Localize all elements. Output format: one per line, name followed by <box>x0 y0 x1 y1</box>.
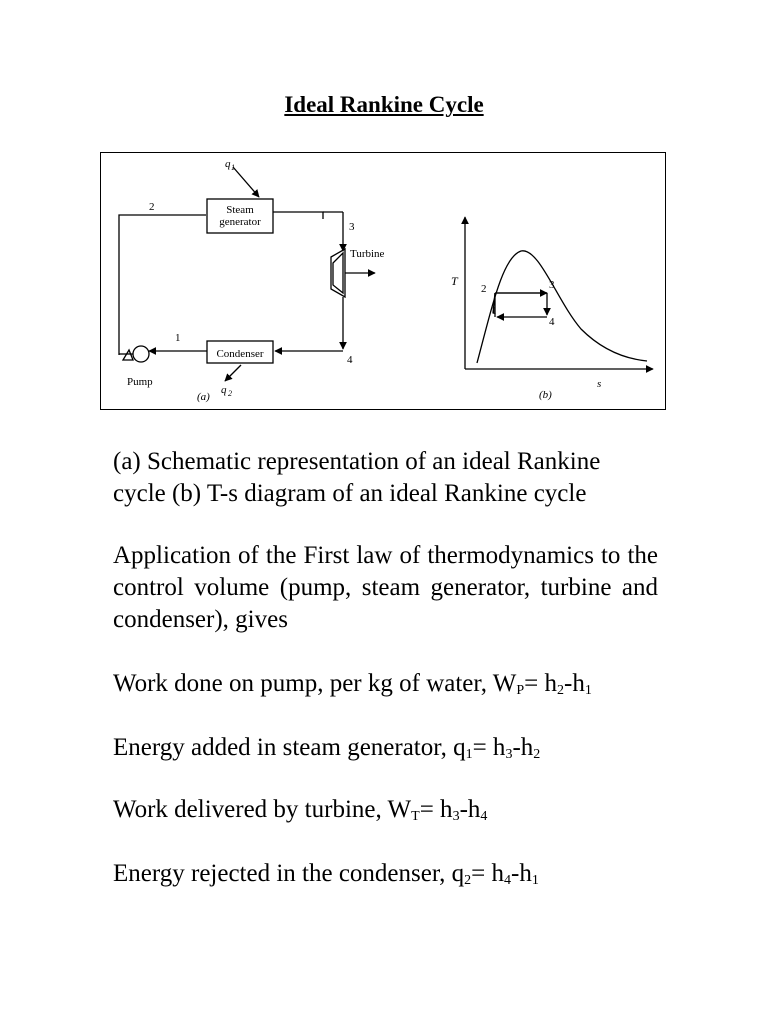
equation-condenser-sub1: 2 <box>464 873 472 888</box>
state-2-label: 2 <box>149 201 155 213</box>
equation-turbine-text: Work delivered by turbine, W <box>113 796 412 823</box>
equation-steam-generator-dash: -h <box>512 734 534 761</box>
steam-generator-label-2: generator <box>219 216 261 228</box>
caption-b: (b) <box>539 389 552 401</box>
equation-condenser-sub2: 4 <box>504 873 512 888</box>
equation-pump-sub1: P <box>516 683 525 698</box>
condenser-label: Condenser <box>216 348 264 360</box>
pipe-steam-generator-to-turbine <box>273 212 323 219</box>
pump-base <box>123 350 133 360</box>
pump-circle <box>133 346 149 362</box>
state-3-label: 3 <box>349 221 355 233</box>
turbine-label: Turbine <box>350 248 385 260</box>
steam-generator-label-1: Steam <box>226 204 254 216</box>
equation-pump-dash: -h <box>564 670 585 697</box>
equation-condenser-eq: = h <box>471 860 505 887</box>
equation-condenser-dash: -h <box>511 860 532 887</box>
q1-label: q <box>225 158 231 170</box>
ts-diagram-b <box>465 217 653 369</box>
page-title: Ideal Rankine Cycle <box>284 92 484 117</box>
q2-label-sub: 2 <box>228 389 232 398</box>
equation-steam-generator-eq: = h <box>472 734 506 761</box>
figure-caption-paragraph: (a) Schematic representation of an ideal Rankine cycle (b) T-s diagram of an ideal Rankine cycle <box>113 448 601 507</box>
equation-steam-generator-sub2: 3 <box>505 747 513 762</box>
first-law-paragraph: Application of the First law of thermodynamics to the control volume (pump, steam generator, turbine and condenser), gives <box>113 542 658 633</box>
saturation-dome <box>477 251 647 363</box>
ts-state-3: 3 <box>549 279 555 291</box>
t-axis-label: T <box>451 274 458 288</box>
equation-steam-generator-text: Energy added in steam generator, q <box>113 734 466 761</box>
pipe-pump-to-steam-generator <box>119 215 206 355</box>
state-1-label: 1 <box>175 332 181 344</box>
q2-heat-arrow <box>225 365 241 381</box>
equation-pump-eq: = h <box>524 670 558 697</box>
ts-state-1: 1 <box>491 305 497 317</box>
s-axis-label: s <box>597 378 602 390</box>
q1-label-sub: 1 <box>231 163 235 172</box>
equation-turbine-sub3: 4 <box>480 809 488 824</box>
turbine-left-edge <box>333 253 343 293</box>
equation-turbine-dash: -h <box>459 796 481 823</box>
state-4-label: 4 <box>347 354 353 366</box>
equation-turbine-eq: = h <box>419 796 453 823</box>
equation-pump <box>113 668 658 700</box>
equation-turbine-sub2: 3 <box>452 809 460 824</box>
ts-state-2: 2 <box>481 283 487 295</box>
equation-pump-text: Work done on pump, per kg of water, W <box>113 670 517 697</box>
q1-heat-arrow <box>233 167 259 197</box>
equation-turbine <box>113 794 658 826</box>
equation-turbine-sub1: T <box>411 809 420 824</box>
equation-steam-generator <box>113 732 658 764</box>
ts-state-4: 4 <box>549 316 555 328</box>
q2-label: q <box>221 384 227 396</box>
schematic-a-labels <box>127 158 385 403</box>
equation-steam-generator-sub1: 1 <box>465 747 473 762</box>
equation-steam-generator-sub3: 2 <box>533 747 541 762</box>
equation-pump-sub2: 2 <box>557 683 565 698</box>
caption-a: (a) <box>197 391 210 403</box>
equation-condenser-sub3: 1 <box>531 873 539 888</box>
rankine-diagrams <box>101 153 667 411</box>
pump-label: Pump <box>127 376 153 388</box>
equation-pump-sub3: 1 <box>584 683 592 698</box>
equation-condenser-text: Energy rejected in the condenser, q <box>113 860 465 887</box>
equation-condenser <box>113 858 658 890</box>
rankine-figure <box>100 152 666 410</box>
